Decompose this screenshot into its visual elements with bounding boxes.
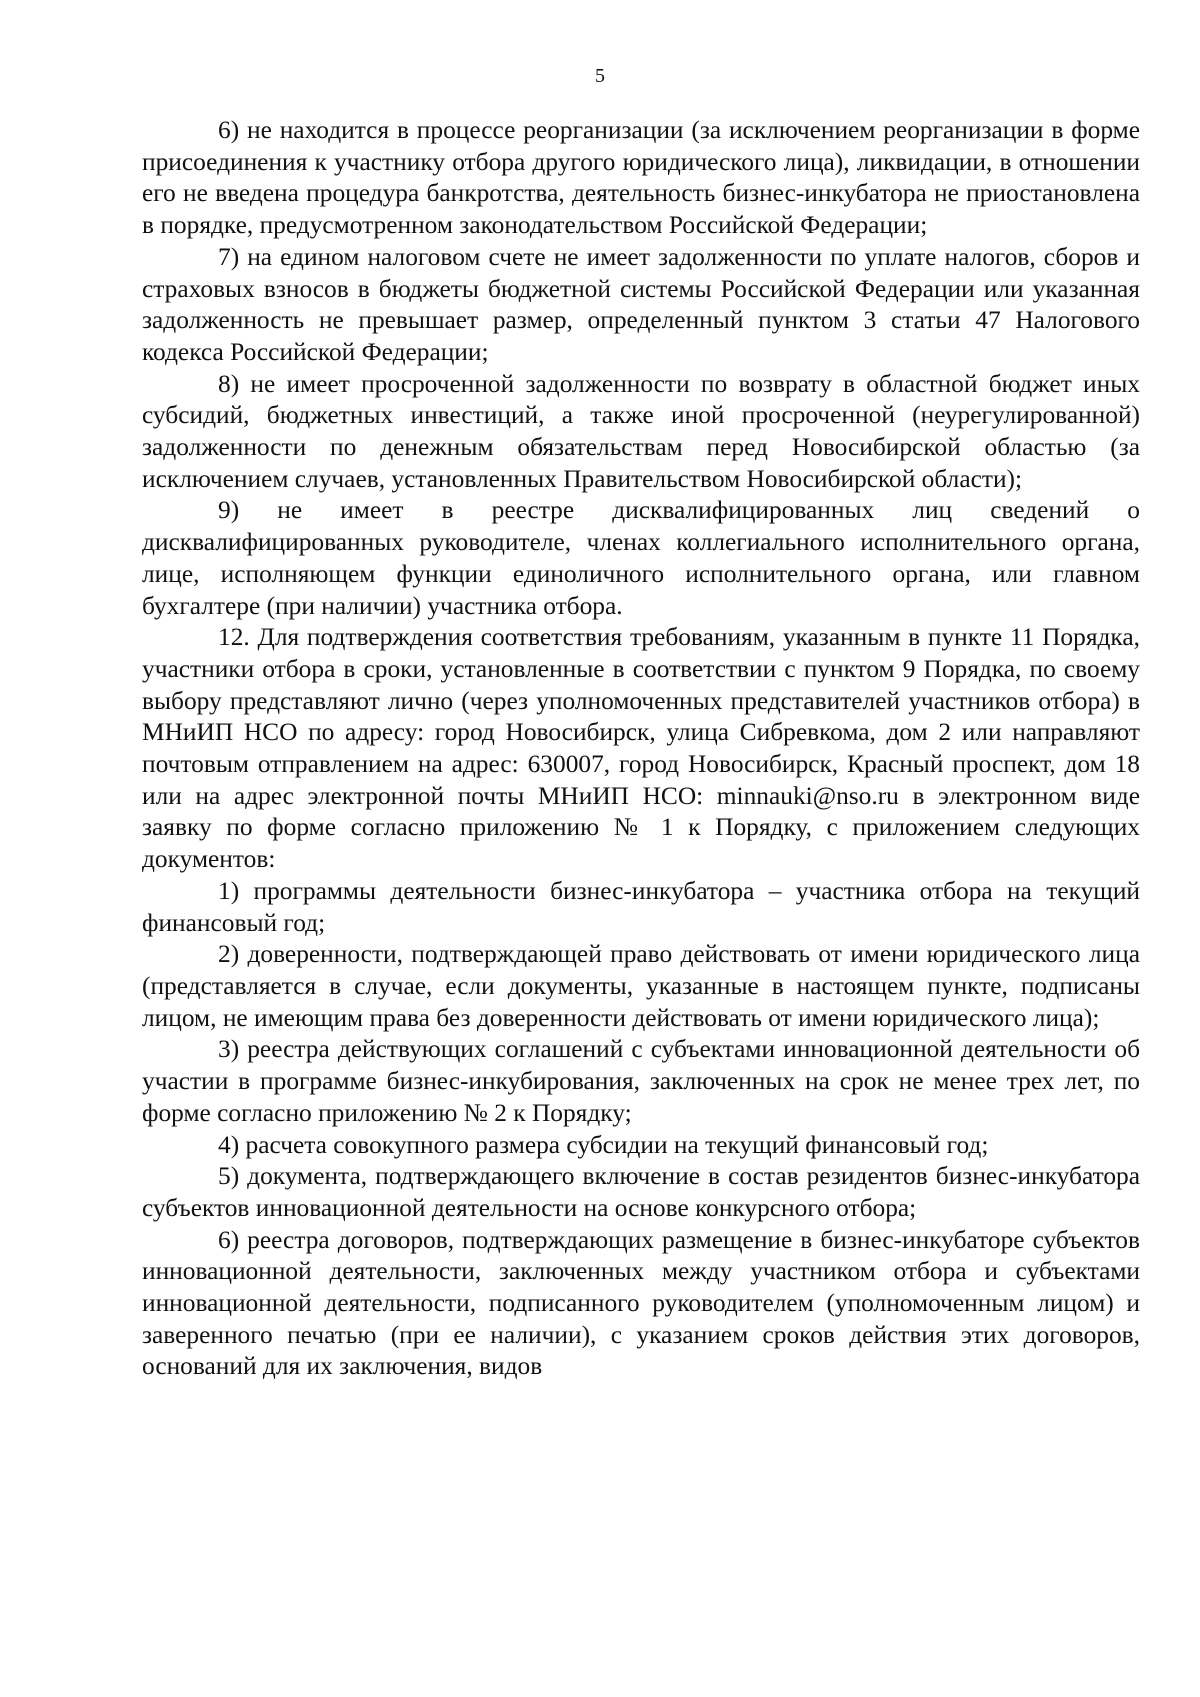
paragraph-doc-2: 2) доверенности, подтверждающей право действовать от имени юридического лица (представляется в случае, если документы, указанные в настоящем пункте, подписаны лицом, не имеющим права без доверенности действовать от имени юридического лица); bbox=[142, 940, 1140, 1032]
paragraph-item-8: 8) не имеет просроченной задолженности по возврату в областной бюджет иных субсидий, бюджетных инвестиций, а также иной просроченной (неурегулированной) задолженности по денежным обязательствам перед Новосибирской областью (за исключением случаев, установленных Правительством Новосибирской области); bbox=[142, 369, 1140, 493]
page-number: 5 bbox=[595, 65, 605, 87]
paragraph-section-12: 12. Для подтверждения соответствия требованиям, указанным в пункте 11 Порядка, участники отбора в сроки, установленные в соответствии с пунктом 9 Порядка, по своему выбору представляют лично (через уполномоченных представителей участников отбора) в МНиИП НСО по адресу: город Новосибирск, улица Сибревкома, дом 2 или направляют почтовым отправлением на адрес: 630007, город Новосибирск, Красный проспект, дом 18 или на адрес электронной почты МНиИП НСО: minnauki@nso.ru в электронном виде заявку по форме согласно приложению № 1 к Порядку, с приложением следующих документов: bbox=[142, 623, 1140, 874]
paragraph-doc-5: 5) документа, подтверждающего включение в состав резидентов бизнес-инкубатора субъектов инновационной деятельности на основе конкурсного отбора; bbox=[142, 1162, 1140, 1222]
paragraph-doc-3: 3) реестра действующих соглашений с субъектами инновационной деятельности об участии в программе бизнес-инкубирования, заключенных на срок не менее трех лет, по форме согласно приложению № 2 к Порядку; bbox=[142, 1035, 1140, 1127]
paragraph-doc-4: 4) расчета совокупного размера субсидии на текущий финансовый год; bbox=[218, 1130, 989, 1159]
paragraph-doc-1: 1) программы деятельности бизнес-инкубатора – участника отбора на текущий финансовый год; bbox=[142, 876, 1140, 937]
paragraph-item-7: 7) на едином налоговом счете не имеет задолженности по уплате налогов, сборов и страховых взносов в бюджеты бюджетной системы Российской Федерации или указанная задолженность не превышает размер, определенный пунктом 3 статьи 47 Налогового кодекса Российской Федерации; bbox=[142, 242, 1140, 366]
document-body bbox=[142, 115, 1140, 1383]
paragraph-item-6: 6) не находится в процессе реорганизации (за исключением реорганизации в форме присоединения к участнику отбора другого юридического лица), ликвидации, в отношении его не введена процедура банкротства, деятельность бизнес-инкубатора не приостановлена в порядке, предусмотренном законодательством Российской Федерации; bbox=[142, 116, 1140, 240]
paragraph-doc-6: 6) реестра договоров, подтверждающих размещение в бизнес-инкубаторе субъектов инновационной деятельности, заключенных между участником отбора и субъектами инновационной деятельности, подписанного руководителем (уполномоченным лицом) и заверенного печатью (при ее наличии), с указанием сроков действия этих договоров, оснований для их заключения, видов bbox=[142, 1225, 1140, 1381]
paragraph-item-9: 9) не имеет в реестре дисквалифицированных лиц сведений о дисквалифицированных руководителе, членах коллегиального исполнительного органа, лице, исполняющем функции единоличного исполнительного органа, или главном бухгалтере (при наличии) участника отбора. bbox=[142, 496, 1140, 620]
